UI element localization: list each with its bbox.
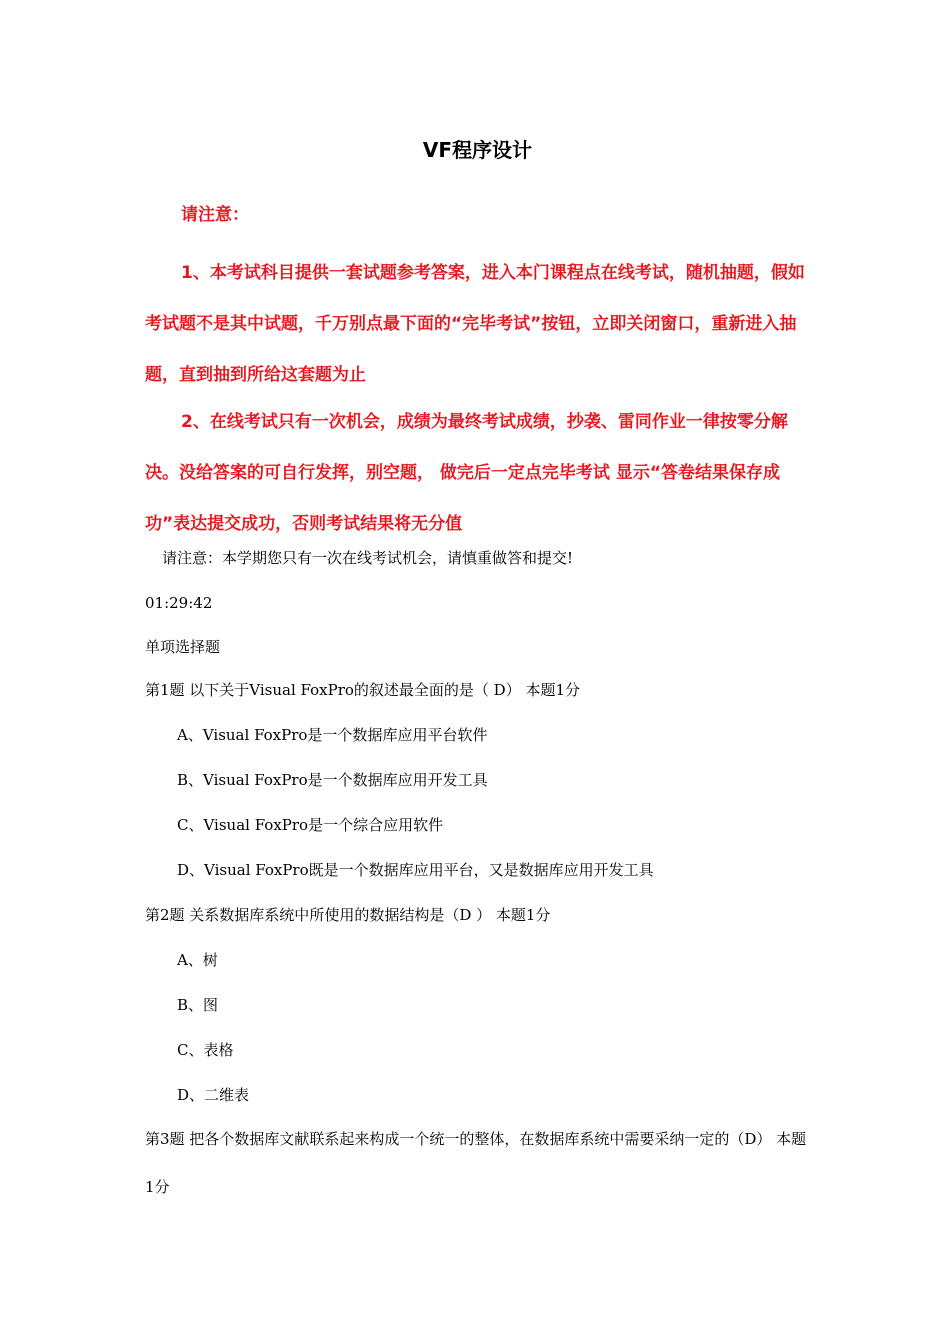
question-2-option-b: B、图 bbox=[177, 996, 219, 1014]
question-1: 第1题 以下关于Visual FoxPro的叙述最全面的是（ D） 本题1分 bbox=[145, 681, 581, 699]
question-1-option-b: B、Visual FoxPro是一个数据库应用开发工具 bbox=[177, 771, 488, 789]
question-1-option-c: C、Visual FoxPro是一个综合应用软件 bbox=[177, 816, 444, 834]
question-2-option-c: C、表格 bbox=[177, 1041, 234, 1059]
question-2: 第2题 关系数据库系统中所使用的数据结构是（D ） 本题1分 bbox=[145, 906, 551, 924]
page-title: VF程序设计 bbox=[422, 138, 533, 162]
question-1-option-d: D、Visual FoxPro既是一个数据库应用平台，又是数据库应用开发工具 bbox=[177, 861, 654, 879]
section-title: 单项选择题 bbox=[145, 638, 221, 656]
question-1-option-a: A、Visual FoxPro是一个数据库应用平台软件 bbox=[177, 726, 488, 744]
notice-item-1: 1、本考试科目提供一套试题参考答案，进入本门课程点在线考试，随机抽题，假如考试题不是其中试题，千万别点最下面的“完毕考试”按钮，立即关闭窗口，重新进入抽题，直到抽到所给这套题为止 bbox=[145, 263, 805, 385]
exam-notice: 请注意：本学期您只有一次在线考试机会，请慎重做答和提交! bbox=[162, 549, 574, 567]
question-2-option-a: A、树 bbox=[177, 951, 218, 969]
timer: 01:29:42 bbox=[145, 594, 213, 612]
notice-heading: 请注意： bbox=[181, 205, 249, 225]
question-2-option-d: D、二维表 bbox=[177, 1086, 250, 1104]
notice-item-2: 2、在线考试只有一次机会，成绩为最终考试成绩，抄袭、雷同作业一律按零分解决。没给答案的可自行发挥，别空题， 做完后一定点完毕考试 显示“答卷结果保存成功”表达提交成功，否则考试结果将无分值 bbox=[145, 412, 788, 534]
question-3: 第3题 把各个数据库文献联系起来构成一个统一的整体，在数据库系统中需要采纳一定的（D） 本题1分 bbox=[145, 1130, 807, 1196]
